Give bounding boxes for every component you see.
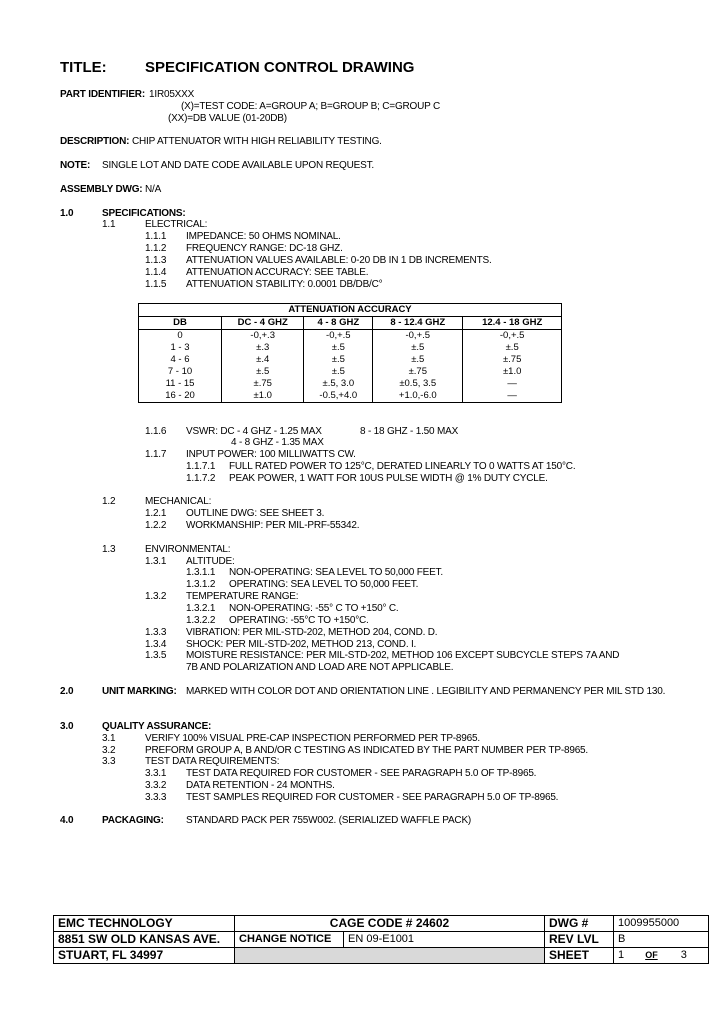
table-cell: 4 - 6 (139, 354, 222, 366)
s31-num: 3.1 (102, 733, 116, 744)
dwg-label: DWG # (545, 916, 614, 932)
s331-text: TEST DATA REQUIRED FOR CUSTOMER - SEE PARAGRAPH 5.0 OF TP-8965. (186, 768, 537, 779)
table-cell: ±.4 (222, 354, 304, 366)
table-row (139, 330, 562, 343)
s1312-text: OPERATING: SEA LEVEL TO 50,000 FEET. (229, 579, 419, 590)
s112-text: FREQUENCY RANGE: DC-18 GHZ. (186, 243, 343, 254)
company-address: 8851 SW OLD KANSAS AVE. (54, 932, 235, 948)
s135-text-cont: 7B AND POLARIZATION AND LOAD ARE NOT APPLICABLE. (186, 662, 454, 673)
s132-num: 1.3.2 (145, 591, 167, 602)
table-cell: +1.0,-6.0 (373, 390, 463, 403)
s2-value: MARKED WITH COLOR DOT AND ORIENTATION LINE . LEGIBILITY AND PERMANENCY PER MIL STD 130. (186, 686, 666, 697)
table-cell: ±.75 (222, 378, 304, 390)
title-block (53, 915, 709, 964)
table-header: DC - 4 GHZ (222, 317, 304, 330)
table-cell: ±.75 (373, 366, 463, 378)
change-notice-value: EN 09-E1001 (344, 932, 545, 948)
s4-label: PACKAGING: (102, 815, 164, 826)
table-cell: 1 - 3 (139, 342, 222, 354)
s1172-num: 1.1.7.2 (186, 473, 216, 484)
assembly-value: N/A (145, 184, 162, 195)
table-row (139, 354, 562, 366)
s113-text: ATTENUATION VALUES AVAILABLE: 0-20 DB IN 1 DB INCREMENTS. (186, 255, 492, 266)
table-row (139, 378, 562, 390)
part-line2: (XX)=DB VALUE (01-20DB) (168, 113, 287, 124)
cage-code: CAGE CODE # 24602 (235, 916, 545, 932)
table-row (139, 342, 562, 354)
s3-label: QUALITY ASSURANCE: (102, 721, 212, 732)
s133-text: VIBRATION: PER MIL-STD-202, METHOD 204, COND. D. (186, 627, 438, 638)
s122-num: 1.2.2 (145, 520, 167, 531)
s1311-text: NON-OPERATING: SEA LEVEL TO 50,000 FEET. (229, 567, 443, 578)
table-header: 12.4 - 18 GHZ (463, 317, 562, 330)
s1321-text: NON-OPERATING: -55° C TO +150° C. (229, 603, 399, 614)
s1321-num: 1.3.2.1 (186, 603, 216, 614)
s115-text: ATTENUATION STABILITY: 0.0001 DB/DB/C° (186, 279, 383, 290)
note-label: NOTE: (60, 160, 91, 171)
table-row (139, 390, 562, 403)
table-cell: 0 (139, 330, 222, 343)
assembly-label: ASSEMBLY DWG: (60, 184, 143, 195)
s116-num: 1.1.6 (145, 426, 167, 437)
attenuation-table (138, 303, 562, 403)
s111-text: IMPEDANCE: 50 OHMS NOMINAL. (186, 231, 341, 242)
s13-num: 1.3 (102, 544, 116, 555)
page-title: SPECIFICATION CONTROL DRAWING (145, 59, 415, 76)
table-cell: ±.5 (463, 342, 562, 354)
change-notice-label: CHANGE NOTICE (235, 932, 344, 948)
s33-text: TEST DATA REQUIREMENTS: (145, 756, 280, 767)
s32-num: 3.2 (102, 745, 116, 756)
s1-num: 1.0 (60, 208, 74, 219)
table-cell: 16 - 20 (139, 390, 222, 403)
part-value: 1IR05XXX (149, 89, 195, 100)
s13-label: ENVIRONMENTAL: (145, 544, 231, 555)
table-cell: 7 - 10 (139, 366, 222, 378)
table-cell: ±.5 (304, 366, 373, 378)
s131-text: ALTITUDE: (186, 556, 235, 567)
s11-label: ELECTRICAL: (145, 219, 208, 230)
table-cell: ±.75 (463, 354, 562, 366)
s12-num: 1.2 (102, 496, 116, 507)
rev-value: B (614, 932, 709, 948)
table-cell: -0.5,+4.0 (304, 390, 373, 403)
s2-label: UNIT MARKING: (102, 686, 177, 697)
description-label: DESCRIPTION: (60, 136, 130, 147)
s112-num: 1.1.2 (145, 243, 167, 254)
s115-num: 1.1.5 (145, 279, 167, 290)
s111-num: 1.1.1 (145, 231, 167, 242)
s333-num: 3.3.3 (145, 792, 167, 803)
table-cell: ±0.5, 3.5 (373, 378, 463, 390)
vswr-line1: VSWR: DC - 4 GHZ - 1.25 MAX (186, 426, 322, 437)
blank-cell (235, 948, 545, 964)
s134-text: SHOCK: PER MIL-STD-202, METHOD 213, COND. I. (186, 639, 417, 650)
s114-text: ATTENUATION ACCURACY: SEE TABLE. (186, 267, 369, 278)
s1322-num: 1.3.2.2 (186, 615, 216, 626)
s134-num: 1.3.4 (145, 639, 167, 650)
power-p1: FULL RATED POWER TO 125°C, DERATED LINEARLY TO 0 WATTS AT 150°C. (229, 461, 576, 472)
s121-num: 1.2.1 (145, 508, 167, 519)
s113-num: 1.1.3 (145, 255, 167, 266)
table-row (139, 366, 562, 378)
s332-text: DATA RETENTION - 24 MONTHS. (186, 780, 335, 791)
s1-label: SPECIFICATIONS: (102, 208, 186, 219)
table-cell: ±.5, 3.0 (304, 378, 373, 390)
s1312-num: 1.3.1.2 (186, 579, 216, 590)
table-cell: ±.3 (222, 342, 304, 354)
table-cell: 11 - 15 (139, 378, 222, 390)
table-cell: ±1.0 (222, 390, 304, 403)
s11-num: 1.1 (102, 219, 116, 230)
s333-text: TEST SAMPLES REQUIRED FOR CUSTOMER - SEE PARAGRAPH 5.0 OF TP-8965. (186, 792, 559, 803)
s4-num: 4.0 (60, 815, 74, 826)
sheet-total: 3 (680, 949, 687, 961)
s133-num: 1.3.3 (145, 627, 167, 638)
table-cell: — (463, 378, 562, 390)
s114-num: 1.1.4 (145, 267, 167, 278)
s332-num: 3.3.2 (145, 780, 167, 791)
table-cell: ±.5 (304, 342, 373, 354)
power-text: INPUT POWER: 100 MILLIWATTS CW. (186, 449, 356, 460)
vswr-line3: 4 - 8 GHZ - 1.35 MAX (231, 437, 324, 448)
s1171-num: 1.1.7.1 (186, 461, 216, 472)
sheet-of: OF (645, 950, 658, 960)
dwg-value: 1009955000 (614, 916, 709, 932)
s117-num: 1.1.7 (145, 449, 167, 460)
s33-num: 3.3 (102, 756, 116, 767)
s1322-text: OPERATING: -55°C TO +150°C. (229, 615, 369, 626)
sheet-label: SHEET (545, 948, 614, 964)
s131-num: 1.3.1 (145, 556, 167, 567)
table-header: 4 - 8 GHZ (304, 317, 373, 330)
table-cell: -0,+.3 (222, 330, 304, 343)
s2-num: 2.0 (60, 686, 74, 697)
sheet-number: 1 (618, 949, 625, 961)
s4-value: STANDARD PACK PER 755W002. (SERIALIZED WAFFLE PACK) (186, 815, 472, 826)
s135-text: MOISTURE RESISTANCE: PER MIL-STD-202, METHOD 106 EXCEPT SUBCYCLE STEPS 7A AND (186, 650, 620, 661)
s135-num: 1.3.5 (145, 650, 167, 661)
s122-text: WORKMANSHIP: PER MIL-PRF-55342. (186, 520, 360, 531)
table-cell: ±.5 (373, 342, 463, 354)
s3-num: 3.0 (60, 721, 74, 732)
table-header: 8 - 12.4 GHZ (373, 317, 463, 330)
table-title: ATTENUATION ACCURACY (139, 304, 562, 317)
s121-text: OUTLINE DWG: SEE SHEET 3. (186, 508, 325, 519)
table-cell: -0,+.5 (304, 330, 373, 343)
table-cell: ±.5 (373, 354, 463, 366)
note-value: SINGLE LOT AND DATE CODE AVAILABLE UPON REQUEST. (102, 160, 374, 171)
table-header: DB (139, 317, 222, 330)
sheet-value (614, 948, 709, 964)
table-cell: -0,+.5 (463, 330, 562, 343)
s31-text: VERIFY 100% VISUAL PRE-CAP INSPECTION PERFORMED PER TP-8965. (145, 733, 480, 744)
vswr-line2: 8 - 18 GHZ - 1.50 MAX (360, 426, 459, 437)
table-cell: ±1.0 (463, 366, 562, 378)
s331-num: 3.3.1 (145, 768, 167, 779)
s32-text: PREFORM GROUP A, B AND/OR C TESTING AS INDICATED BY THE PART NUMBER PER TP-8965. (145, 745, 588, 756)
table-cell: — (463, 390, 562, 403)
table-cell: ±.5 (304, 354, 373, 366)
description-value: CHIP ATTENUATOR WITH HIGH RELIABILITY TESTING. (132, 136, 382, 147)
company-name: EMC TECHNOLOGY (54, 916, 235, 932)
table-cell: -0,+.5 (373, 330, 463, 343)
part-line1: (X)=TEST CODE: A=GROUP A; B=GROUP B; C=GROUP C (181, 101, 441, 112)
table-cell: ±.5 (222, 366, 304, 378)
power-p2: PEAK POWER, 1 WATT FOR 10US PULSE WIDTH @ 1% DUTY CYCLE. (229, 473, 548, 484)
rev-label: REV LVL (545, 932, 614, 948)
s1311-num: 1.3.1.1 (186, 567, 216, 578)
part-label: PART IDENTIFIER: (60, 89, 145, 100)
s12-label: MECHANICAL: (145, 496, 212, 507)
company-city: STUART, FL 34997 (54, 948, 235, 964)
title-label: TITLE: (60, 59, 107, 76)
s132-text: TEMPERATURE RANGE: (186, 591, 299, 602)
